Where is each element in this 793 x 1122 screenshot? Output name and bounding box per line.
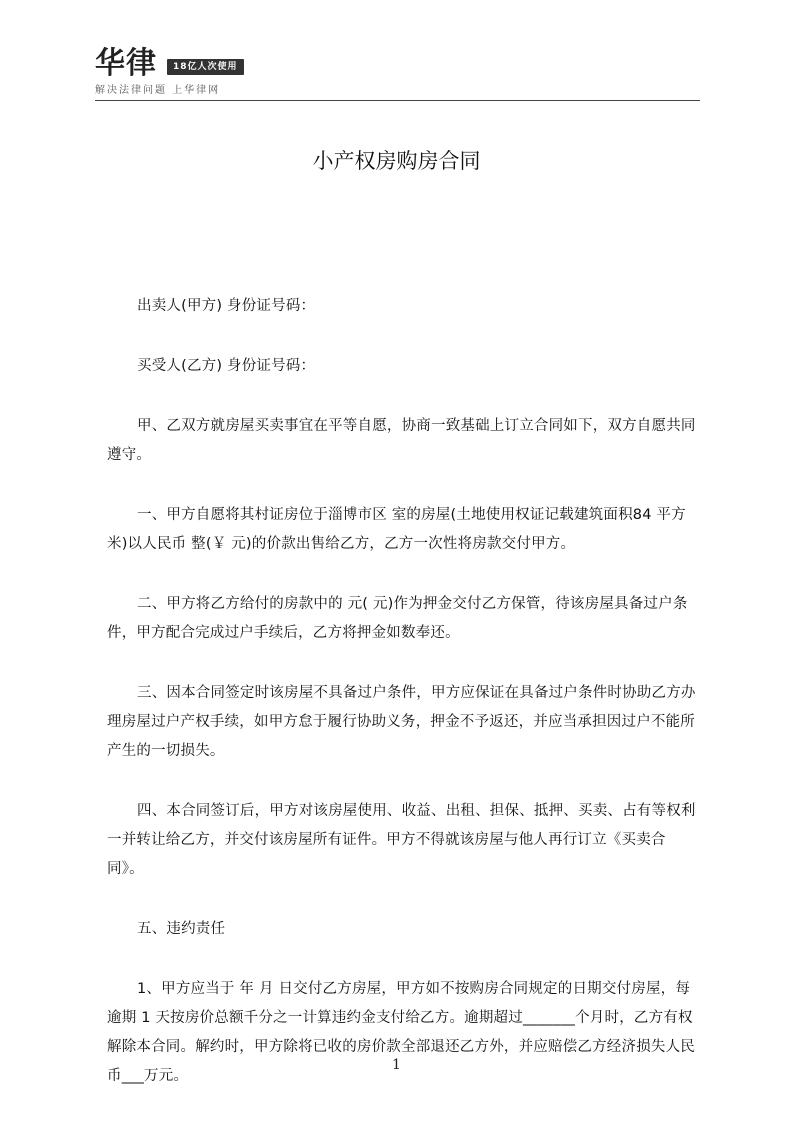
clause-4: 四、本合同签订后，甲方对该房屋使用、收益、出租、担保、抵押、买卖、占有等权利一并转让给乙方，并交付该房屋所有证件。甲方不得就该房屋与他人再行订立《买卖合同》。 [107, 803, 696, 877]
clause-2: 二、甲方将乙方给付的房款中的 元( 元)作为押金交付乙方保管，待该房屋具备过户条件，甲方配合完成过户手续后，乙方将押金如数奉还。 [107, 596, 688, 641]
usage-badge: 18亿人次使用 [167, 59, 244, 75]
clause-3: 三、因本合同签定时该房屋不具备过户条件，甲方应保证在具备过户条件时协助乙方办理房屋过户产权手续，如甲方怠于履行协助义务，押金不予返还，并应当承担因过户不能所产生的一切损失。 [107, 685, 696, 759]
document-title: 小产权房购房合同 [312, 149, 481, 173]
slogan: 解决法律问题 上华律网 [95, 85, 221, 96]
clause-5-heading: 五、违约责任 [137, 921, 226, 937]
logo-text: 华律 [95, 46, 157, 81]
preamble-paragraph: 甲、乙双方就房屋买卖事宜在平等自愿，协商一致基础上订立合同如下，双方自愿共同遵守。 [107, 418, 696, 463]
seller-line: 出卖人(甲方) 身份证号码： [137, 298, 316, 314]
contract-body [107, 292, 700, 1122]
header-divider [95, 100, 700, 101]
clause-1: 一、甲方自愿将其村证房位于淄博市区 室的房屋(土地使用权证记载建筑面积84 平方米)以人民币 整(￥ 元)的价款出售给乙方，乙方一次性将房款交付甲方。 [107, 507, 686, 552]
logo [95, 44, 244, 84]
clause-5-1: 1、甲方应当于 年 月 日交付乙方房屋，甲方如不按购房合同规定的日期交付房屋，每逾期 1 天按房价总额千分之一计算违约金支付给乙方。逾期超过_______个月时，乙方有权解除本合同。解约时，甲方除将已收的房价款全部退还乙方外，并应赔偿乙方经济损失人民币___万元。 [107, 981, 695, 1084]
page-number: 1 [392, 1057, 401, 1073]
buyer-line: 买受人(乙方) 身份证号码： [137, 358, 316, 374]
site-header [95, 44, 700, 102]
